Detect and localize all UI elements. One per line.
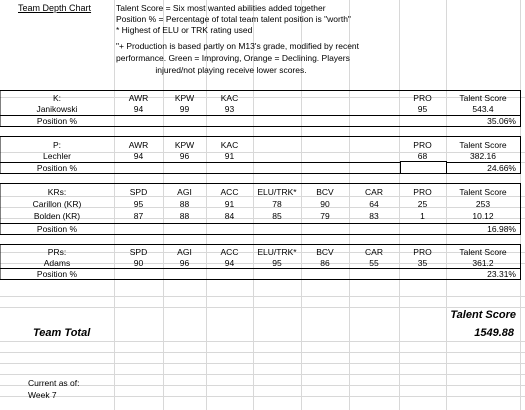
note-position-percent: Position % = Percentage of total team talent position is "worth" — [116, 14, 351, 24]
note-talent-score: Talent Score = Six most wanted abilities added together — [116, 3, 326, 13]
total-talent-header: Talent Score — [450, 309, 516, 321]
punter-header-kpw: KPW — [174, 140, 195, 150]
punter-header-awr: AWR — [128, 140, 149, 150]
kicker-header-talent: Talent Score — [459, 93, 507, 103]
punter-header-talent: Talent Score — [459, 140, 507, 150]
pr-position-value[interactable]: 23.31% — [487, 269, 516, 279]
punter-talent-value[interactable]: 382.16 — [470, 151, 496, 161]
page-title: Team Depth Chart — [18, 3, 92, 13]
current-as-of-label: Current as of: — [28, 378, 80, 388]
kr1-acc-value[interactable]: 91 — [224, 199, 235, 209]
note-highest-rating: * Highest of ELU or TRK rating used — [116, 25, 253, 35]
punter-section-label: P: — [52, 140, 62, 150]
kicker-talent-value[interactable]: 543.4 — [472, 104, 494, 114]
kr2-acc-value[interactable]: 84 — [224, 211, 235, 221]
kr-header-bcv: BCV — [316, 187, 334, 197]
kr-position-label: Position % — [36, 224, 78, 234]
pr-elu-trk-value[interactable]: 95 — [272, 258, 282, 268]
team-total-label: Team Total — [33, 327, 91, 339]
kr2-elu-trk-value[interactable]: 85 — [272, 211, 282, 221]
pr-player-name[interactable]: Adams — [43, 258, 71, 268]
kicker-header-kpw: KPW — [174, 93, 195, 103]
note-production-3: injured/not playing receive lower scores. — [155, 65, 307, 75]
kicker-awr-value[interactable]: 94 — [133, 104, 144, 114]
kr2-player-name[interactable]: Bolden (KR) — [33, 211, 81, 221]
kr-header-elu-trk: ELU/TRK* — [257, 187, 297, 197]
current-week[interactable]: Week 7 — [28, 390, 57, 400]
kr2-pro-value[interactable]: 1 — [420, 211, 425, 221]
pr-header-agi: AGI — [177, 247, 192, 257]
kr1-talent-value[interactable]: 253 — [475, 199, 491, 209]
pr-spd-value[interactable]: 90 — [133, 258, 144, 268]
punter-header-pro: PRO — [413, 140, 432, 150]
kicker-position-value[interactable]: 35.06% — [487, 116, 516, 126]
punter-pro-value[interactable]: 68 — [417, 151, 428, 161]
pr-header-pro: PRO — [413, 247, 432, 257]
kr-header-spd: SPD — [129, 187, 148, 197]
kr2-agi-value[interactable]: 88 — [179, 211, 190, 221]
note-production-2: performance. Green = Improving, Orange = Declining. Players — [116, 53, 350, 63]
kr-header-agi: AGI — [177, 187, 192, 197]
kicker-pro-value[interactable]: 95 — [417, 104, 428, 114]
pr-header-elu-trk: ELU/TRK* — [257, 247, 297, 257]
pr-header-acc: ACC — [220, 247, 239, 257]
pr-section-label: PRs: — [47, 247, 67, 257]
pr-bcv-value[interactable]: 86 — [320, 258, 330, 268]
pr-agi-value[interactable]: 96 — [179, 258, 190, 268]
kr1-elu-trk-value[interactable]: 78 — [272, 199, 282, 209]
kr-header-car: CAR — [365, 187, 383, 197]
selected-cell[interactable] — [400, 161, 447, 174]
punter-header-kac: KAC — [220, 140, 239, 150]
pr-header-talent: Talent Score — [459, 247, 507, 257]
kr2-spd-value[interactable]: 87 — [133, 211, 144, 221]
team-total-value[interactable]: 1549.88 — [474, 327, 514, 339]
kr1-bcv-value[interactable]: 90 — [320, 199, 330, 209]
kr1-pro-value[interactable]: 25 — [417, 199, 428, 209]
kicker-position-label: Position % — [36, 116, 78, 126]
kr-position-value[interactable]: 16.98% — [487, 224, 516, 234]
kr1-car-value[interactable]: 64 — [369, 199, 379, 209]
kr1-agi-value[interactable]: 88 — [179, 199, 190, 209]
kicker-header-pro: PRO — [413, 93, 432, 103]
kicker-kac-value[interactable]: 93 — [224, 104, 235, 114]
punter-player-name[interactable]: Lechler — [43, 151, 71, 161]
kicker-kpw-value[interactable]: 99 — [179, 104, 190, 114]
punter-awr-value[interactable]: 94 — [133, 151, 144, 161]
pr-talent-value[interactable]: 361.2 — [472, 258, 494, 268]
punter-kac-value[interactable]: 91 — [224, 151, 235, 161]
pr-pro-value[interactable]: 35 — [417, 258, 428, 268]
pr-header-car: CAR — [365, 247, 383, 257]
punter-position-label: Position % — [36, 163, 78, 173]
kr2-bcv-value[interactable]: 79 — [320, 211, 330, 221]
punter-kpw-value[interactable]: 96 — [179, 151, 190, 161]
kicker-section-label: K: — [52, 93, 62, 103]
kicker-header-awr: AWR — [128, 93, 149, 103]
pr-acc-value[interactable]: 94 — [224, 258, 235, 268]
kr-section-label: KRs: — [47, 187, 67, 197]
kicker-header-kac: KAC — [220, 93, 239, 103]
kr2-car-value[interactable]: 83 — [369, 211, 379, 221]
kr-header-pro: PRO — [413, 187, 432, 197]
kr2-talent-value[interactable]: 10.12 — [472, 211, 494, 221]
kr1-player-name[interactable]: Carillon (KR) — [32, 199, 82, 209]
note-production-1: "+ Production is based partly on M13's grade, modified by recent — [116, 41, 360, 51]
punter-position-value[interactable]: 24.66% — [487, 163, 516, 173]
pr-header-spd: SPD — [129, 247, 148, 257]
kicker-player-name[interactable]: Janikowski — [36, 104, 78, 114]
kr-header-acc: ACC — [220, 187, 239, 197]
pr-car-value[interactable]: 55 — [369, 258, 379, 268]
kr-header-talent: Talent Score — [459, 187, 507, 197]
pr-header-bcv: BCV — [316, 247, 334, 257]
pr-position-label: Position % — [36, 269, 78, 279]
kr1-spd-value[interactable]: 95 — [133, 199, 144, 209]
